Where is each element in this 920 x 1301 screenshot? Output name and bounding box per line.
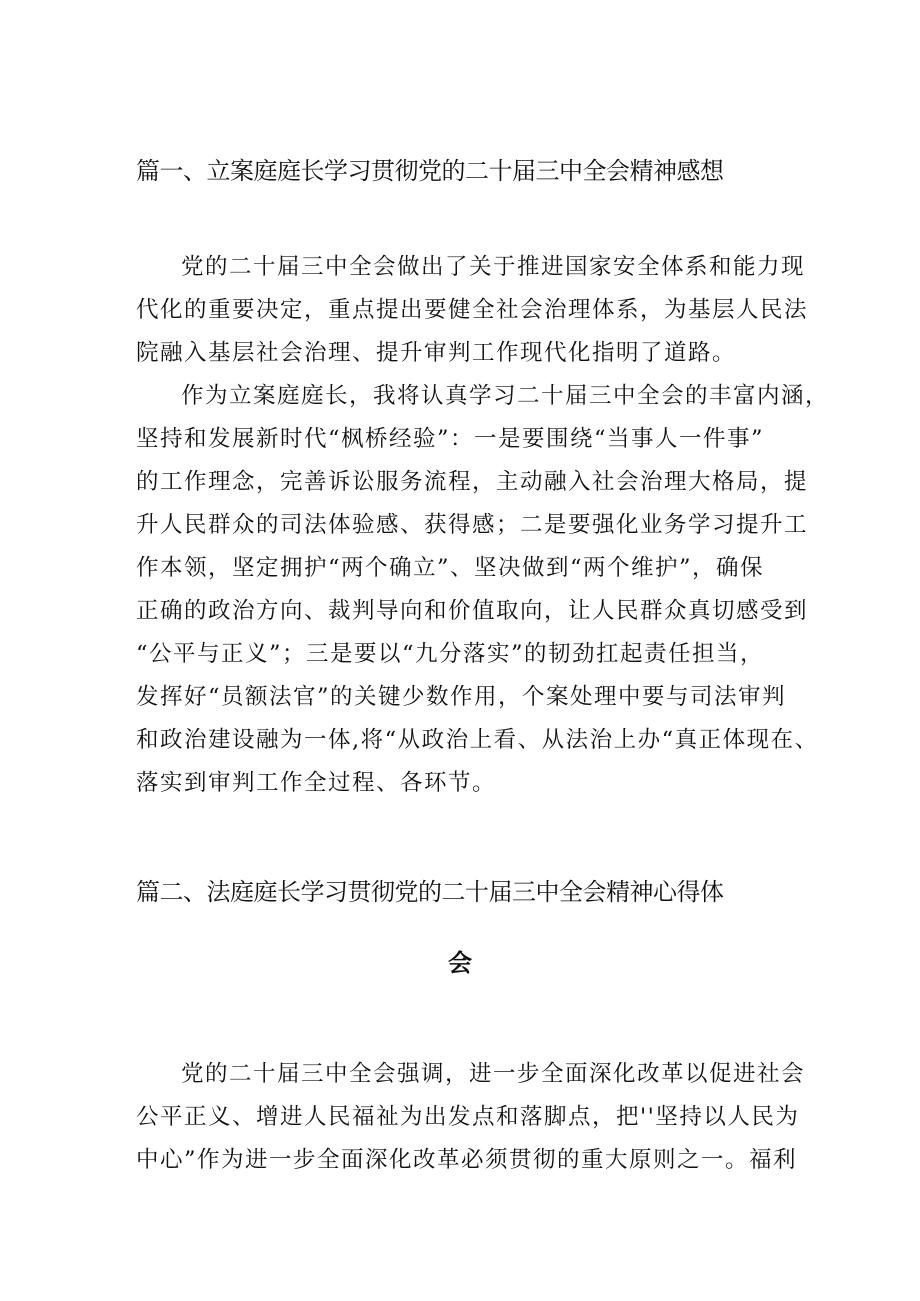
section-2-paragraph-1 [136,1053,806,1182]
text-line: 发挥好“员额法官”的关键少数作用，个案处理中要与司法审判 [136,684,787,710]
text-line: 作本领，坚定拥护“两个确立”、坚决做到“两个维护”，确保 [136,555,765,581]
text-line: 坚持和发展新时代“枫桥经验”：一是要围绕“当事人一件事” [136,426,765,452]
text-line: 院融入基层社会治理、提升审判工作现代化指明了道路。 [136,340,737,366]
text-line: 作为立案庭庭长，我将认真学习二十届三中全会的丰富内涵， [181,383,830,409]
text-line: 和政治建设融为一体,将“从政治上看、从法治上办“真正体现在、 [136,727,819,753]
text-line: 党的二十届三中全会做出了关于推进国家安全体系和能力现 [181,254,806,280]
text-line: 落实到审判工作全过程、各环节。 [136,770,497,796]
section-1-paragraph-2 [136,375,830,805]
text-line: 代化的重要决定，重点提出要健全社会治理体系，为基层人民法 [136,297,809,323]
text-line: 的工作理念，完善诉讼服务流程，主动融入社会治理大格局，提 [136,469,809,495]
section-2-heading: 篇二、法庭庭长学习贯彻党的二十届三中全会精神心得体 [136,878,724,906]
text-line: 正确的政治方向、裁判导向和价值取向，让人民群众真切感受到 [136,598,809,624]
text-line: 党的二十届三中全会强调，进一步全面深化改革以促进社会 [181,1061,806,1087]
section-2-heading-continuation: 会 [448,949,472,977]
text-line: 中心”作为进一步全面深化改革必须贯彻的重大原则之一。福利 [136,1147,798,1173]
section-1-heading: 篇一、立案庭庭长学习贯彻党的二十届三中全会精神感想 [136,157,724,185]
section-1-paragraph-1 [136,246,809,375]
text-line: “公平与正义”；三是要以“九分落实”的韧劲扛起责任担当， [136,641,765,667]
text-line: 升人民群众的司法体验感、获得感；二是要强化业务学习提升工 [136,512,809,538]
text-line: 公平正义、增进人民福祉为出发点和落脚点，把''坚持以人民为 [136,1104,800,1130]
